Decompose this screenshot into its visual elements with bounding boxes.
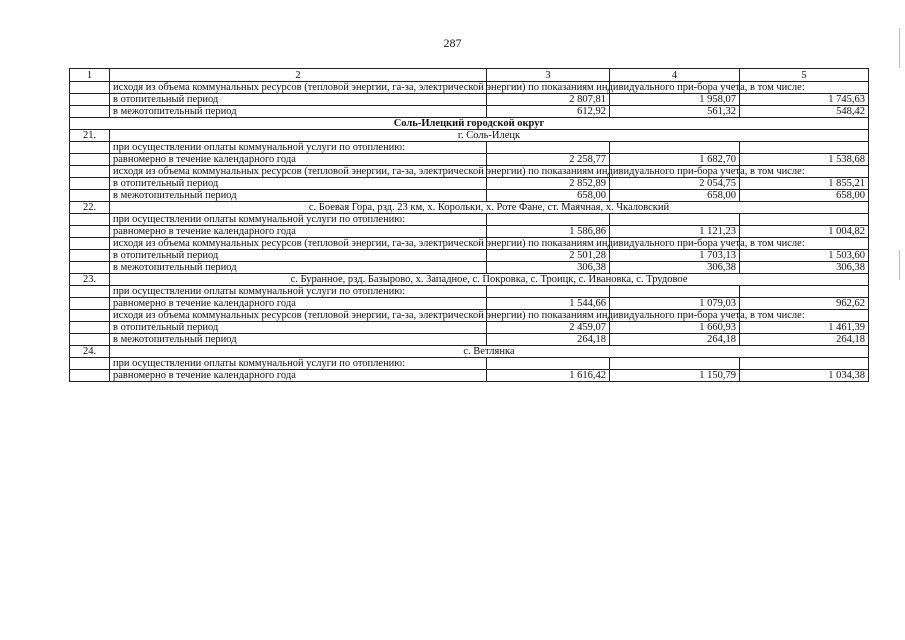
- row-index: [70, 310, 110, 322]
- row-index: 22.: [70, 202, 110, 214]
- value-col-4: 264,18: [610, 334, 740, 346]
- row-index: [70, 238, 110, 250]
- value-col-3: 2 258,77: [487, 154, 610, 166]
- row-description: в межотопительный период: [110, 262, 487, 274]
- value-col-5: 658,00: [740, 190, 869, 202]
- row-index: [70, 334, 110, 346]
- value-col-5: 1 034,38: [740, 370, 869, 382]
- row-index: [70, 322, 110, 334]
- value-col-4: 1 079,03: [610, 298, 740, 310]
- table-row: [70, 310, 869, 322]
- value-col-4: [610, 286, 740, 298]
- value-col-4: 1 660,93: [610, 322, 740, 334]
- column-number-row: [70, 69, 869, 82]
- row-index: 23.: [70, 274, 110, 286]
- value-col-3: 658,00: [487, 190, 610, 202]
- table-row: [70, 250, 869, 262]
- table-row: [70, 370, 869, 382]
- value-col-3: [487, 286, 610, 298]
- value-col-5: 264,18: [740, 334, 869, 346]
- value-col-3: 2 459,07: [487, 322, 610, 334]
- column-number: 3: [487, 69, 610, 82]
- table-row: [70, 178, 869, 190]
- settlement-name: с. Боевая Гора, рзд. 23 км, х. Корольки, х. Роте Фане, ст. Маячная, х. Чкаловский: [110, 202, 869, 214]
- scan-edge-mark: [899, 28, 900, 68]
- table-row: [70, 154, 869, 166]
- settlement-row: [70, 346, 869, 358]
- row-description: в отопительный период: [110, 322, 487, 334]
- page-number: 287: [443, 36, 462, 50]
- table-row: [70, 286, 869, 298]
- settlement-row: [70, 202, 869, 214]
- row-index: [70, 262, 110, 274]
- row-description: исходя из объема коммунальных ресурсов (тепловой энергии, га-за, электрической энергии) по показаниям индивидуального при-бора учета, в том числе:: [110, 82, 487, 94]
- column-number: 1: [70, 69, 110, 82]
- value-col-3: [487, 142, 610, 154]
- row-index: [70, 190, 110, 202]
- row-description: в межотопительный период: [110, 106, 487, 118]
- value-col-4: 2 054,75: [610, 178, 740, 190]
- tariff-table: [69, 68, 869, 382]
- row-index: 21.: [70, 130, 110, 142]
- value-col-3: 2 852,89: [487, 178, 610, 190]
- value-col-4: 306,38: [610, 262, 740, 274]
- row-description: равномерно в течение календарного года: [110, 226, 487, 238]
- row-index: [70, 82, 110, 94]
- row-index: [70, 166, 110, 178]
- row-description: равномерно в течение календарного года: [110, 370, 487, 382]
- value-col-3: 1 616,42: [487, 370, 610, 382]
- row-index: [70, 286, 110, 298]
- value-col-3: 2 807,81: [487, 94, 610, 106]
- table-row: [70, 94, 869, 106]
- settlement-name: г. Соль-Илецк: [110, 130, 869, 142]
- value-col-3: 264,18: [487, 334, 610, 346]
- settlement-name: с. Буранное, рзд. Базырово, х. Западное, с. Покровка, с. Троицк, с. Ивановка, с. Трудовое: [110, 274, 869, 286]
- value-col-5: [740, 286, 869, 298]
- row-index: [70, 298, 110, 310]
- row-description: при осуществлении оплаты коммунальной услуги по отоплению:: [110, 214, 487, 226]
- value-col-4: 1 150,79: [610, 370, 740, 382]
- value-col-4: 1 703,13: [610, 250, 740, 262]
- value-col-4: [610, 142, 740, 154]
- row-description: при осуществлении оплаты коммунальной услуги по отоплению:: [110, 286, 487, 298]
- table-row: [70, 334, 869, 346]
- value-col-5: [740, 358, 869, 370]
- row-index: [70, 154, 110, 166]
- table-row: [70, 238, 869, 250]
- region-row: [70, 118, 869, 130]
- row-index: [70, 94, 110, 106]
- row-index: [70, 358, 110, 370]
- row-description: равномерно в течение календарного года: [110, 154, 487, 166]
- value-col-4: 1 682,70: [610, 154, 740, 166]
- column-number: 4: [610, 69, 740, 82]
- value-col-5: 306,38: [740, 262, 869, 274]
- value-col-5: 1 538,68: [740, 154, 869, 166]
- value-col-4: 1 121,23: [610, 226, 740, 238]
- row-description: в отопительный период: [110, 250, 487, 262]
- row-index: [70, 106, 110, 118]
- table-row: [70, 190, 869, 202]
- table-row: [70, 214, 869, 226]
- row-description: при осуществлении оплаты коммунальной услуги по отоплению:: [110, 358, 487, 370]
- table-row: [70, 226, 869, 238]
- table-row: [70, 298, 869, 310]
- table-row: [70, 106, 869, 118]
- row-description: в отопительный период: [110, 94, 487, 106]
- settlement-row: [70, 274, 869, 286]
- value-col-4: 658,00: [610, 190, 740, 202]
- value-col-5: 1 461,39: [740, 322, 869, 334]
- value-col-3: 1 586,86: [487, 226, 610, 238]
- row-description: равномерно в течение календарного года: [110, 298, 487, 310]
- row-index: [70, 214, 110, 226]
- value-col-4: 1 958,07: [610, 94, 740, 106]
- value-col-4: [610, 214, 740, 226]
- value-col-5: 1 745,63: [740, 94, 869, 106]
- region-name: Соль-Илецкий городской округ: [70, 118, 869, 130]
- column-number: 2: [110, 69, 487, 82]
- row-description: в отопительный период: [110, 178, 487, 190]
- value-col-5: 1 855,21: [740, 178, 869, 190]
- column-number: 5: [740, 69, 869, 82]
- table-row: [70, 262, 869, 274]
- value-col-3: 306,38: [487, 262, 610, 274]
- value-col-5: 1 503,60: [740, 250, 869, 262]
- table-row: [70, 142, 869, 154]
- row-index: [70, 142, 110, 154]
- row-description: в межотопительный период: [110, 334, 487, 346]
- value-col-5: 962,62: [740, 298, 869, 310]
- value-col-3: [487, 358, 610, 370]
- value-col-3: 612,92: [487, 106, 610, 118]
- row-description: при осуществлении оплаты коммунальной услуги по отоплению:: [110, 142, 487, 154]
- settlement-row: [70, 130, 869, 142]
- row-index: [70, 250, 110, 262]
- settlement-name: с. Ветлянка: [110, 346, 869, 358]
- row-index: [70, 178, 110, 190]
- table-row: [70, 322, 869, 334]
- scan-edge-mark: [899, 250, 900, 280]
- row-index: [70, 226, 110, 238]
- value-col-3: [487, 214, 610, 226]
- value-col-5: 1 004,82: [740, 226, 869, 238]
- value-col-5: 548,42: [740, 106, 869, 118]
- row-description: исходя из объема коммунальных ресурсов (тепловой энергии, га-за, электрической энергии) по показаниям индивидуального при-бора учета, в том числе:: [110, 238, 487, 250]
- row-index: 24.: [70, 346, 110, 358]
- table-row: [70, 358, 869, 370]
- value-col-3: 2 501,28: [487, 250, 610, 262]
- value-col-4: [610, 358, 740, 370]
- value-col-5: [740, 142, 869, 154]
- row-description: исходя из объема коммунальных ресурсов (тепловой энергии, га-за, электрической энергии) по показаниям индивидуального при-бора учета, в том числе:: [110, 310, 487, 322]
- row-description: в межотопительный период: [110, 190, 487, 202]
- row-index: [70, 370, 110, 382]
- table-row: [70, 82, 869, 94]
- value-col-4: 561,32: [610, 106, 740, 118]
- table-row: [70, 166, 869, 178]
- value-col-5: [740, 214, 869, 226]
- value-col-3: 1 544,66: [487, 298, 610, 310]
- row-description: исходя из объема коммунальных ресурсов (тепловой энергии, га-за, электрической энергии) по показаниям индивидуального при-бора учета, в том числе:: [110, 166, 487, 178]
